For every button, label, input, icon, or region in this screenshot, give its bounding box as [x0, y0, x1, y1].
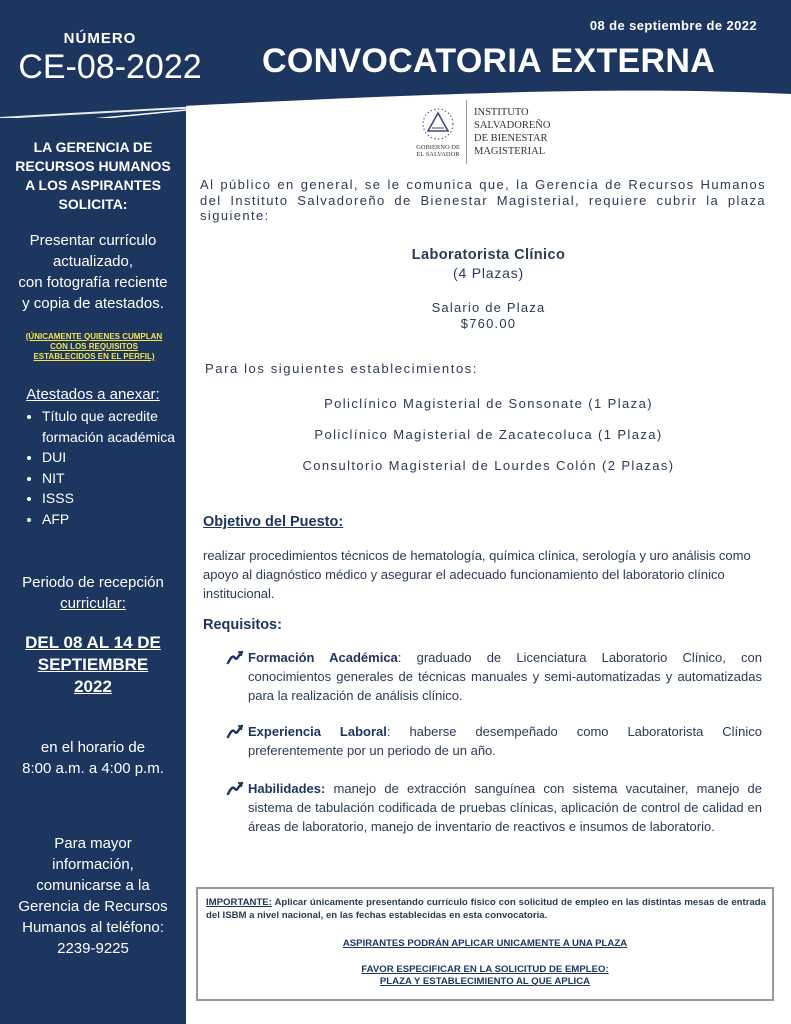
list-item: • Título que acredite formación académica — [42, 406, 202, 447]
importante-single-plaza: ASPIRANTES PODRÁN APLICAR UNICAMENTE A UNA PLAZA — [342, 938, 628, 949]
requirement-item: Formación Académica: graduado de Licenciatura Laboratorio Clínico, con conocimientos generales de técnicas manuales y semi-automatizadas y automatizadas para la realización de análisis clínico. — [226, 648, 762, 705]
sidebar-note: (ÚNICAMENTE QUIENES CUMPLAN CON LOS REQUISITOS ESTABLECIDOS EN EL PERFIL) — [25, 332, 163, 361]
list-item: Policlínico Magisterial de Zacatecoluca (1 Plaza) — [314, 427, 663, 442]
logo-divider — [466, 100, 467, 164]
convocatoria-number: CE-08-2022 — [18, 48, 202, 86]
header-banner — [0, 0, 791, 118]
contact-info: Para mayor información, comunicarse a la Gerencia de Recursos Humanos al teléfono: 2239-9225 — [18, 835, 168, 957]
horario: en el horario de 8:00 a.m. a 4:00 p.m. — [22, 739, 164, 777]
objetivo-text: realizar procedimientos técnicos de hematología, química clínica, serología y uro análisis como apoyo al diagnóstico médico y asegurar el adecuado funcionamiento del laboratorio clínico institucional. — [203, 548, 751, 601]
isbm-logo — [418, 100, 578, 166]
arrow-bullet-icon — [226, 723, 244, 741]
page-title: CONVOCATORIA EXTERNA — [262, 42, 716, 80]
reception-dates: DEL 08 AL 14 DE SEPTIEMBRE 2022 — [25, 633, 161, 696]
list-item: • ISSS — [42, 488, 202, 509]
requirement-item: Habilidades: manejo de extracción sanguínea con sistema vacutainer, manejo de sistema de tabulación codificada de pruebas clínicas, aplicación de control de calidad en áreas de laboratorio, manejo de inventario de reactivos e insumos de laboratorio. — [226, 779, 762, 836]
requirement-item: Experiencia Laboral: haberse desempeñado como Laboratorista Clínico preferentemente por un periodo de un año. — [226, 722, 762, 760]
list-item: • AFP — [42, 509, 202, 530]
periodo-label: Periodo de recepción curricular: — [22, 574, 164, 612]
position-title: Laboratorista Clínico — [411, 247, 566, 263]
publication-date: 08 de septiembre de 2022 — [589, 18, 757, 33]
sidebar — [0, 0, 186, 1024]
intro-paragraph: Al público en general, se le comunica que, la Gerencia de Recursos Humanos del Instituto Salvadoreño de Bienestar Magisterial, requiere cubrir la plaza siguiente: — [200, 177, 766, 223]
salary-block: Salario de Plaza $760.00 — [431, 300, 546, 331]
importante-specify: FAVOR ESPECIFICAR EN LA SOLICITUD DE EMPLEO: PLAZA Y ESTABLECIMIENTO AL QUE APLICA — [361, 964, 609, 987]
importante-text: IMPORTANTE: Aplicar únicamente presentando currículo físico con solicitud de empleo en las distintas mesas de entrada del ISBM a nivel nacional, en las fechas establecidas en esta convocatoria. — [206, 897, 766, 921]
objetivo-heading: Objetivo del Puesto: — [203, 514, 344, 530]
arrow-bullet-icon — [226, 780, 244, 798]
sidebar-heading: LA GERENCIA DE RECURSOS HUMANOS A LOS ASPIRANTES SOLICITA: — [15, 139, 171, 212]
list-item: Policlínico Magisterial de Sonsonate (1 Plaza) — [324, 396, 653, 411]
arrow-bullet-icon — [226, 649, 244, 667]
establishments-label: Para los siguientes establecimientos: — [205, 361, 479, 376]
numero-label: NÚMERO — [63, 30, 137, 47]
list-item: Consultorio Magisterial de Lourdes Colón (2 Plazas) — [302, 458, 675, 473]
sidebar-requirements: Presentar currículo actualizado, con fotografía reciente y copia de atestados. — [18, 232, 168, 312]
list-item: • DUI — [42, 447, 202, 468]
list-item: • NIT — [42, 468, 202, 489]
atestados-list — [22, 406, 202, 529]
atestados-label: Atestados a anexar: — [26, 386, 160, 403]
gobierno-text: GOBIERNO DE EL SALVADOR — [416, 144, 460, 158]
coat-of-arms-icon — [418, 104, 458, 144]
importante-box — [196, 887, 774, 1001]
position-count: (4 Plazas) — [452, 265, 525, 281]
requisitos-heading: Requisitos: — [203, 617, 282, 633]
institute-name: INSTITUTO SALVADOREÑO DE BIENESTAR MAGISTERIAL — [474, 107, 551, 157]
